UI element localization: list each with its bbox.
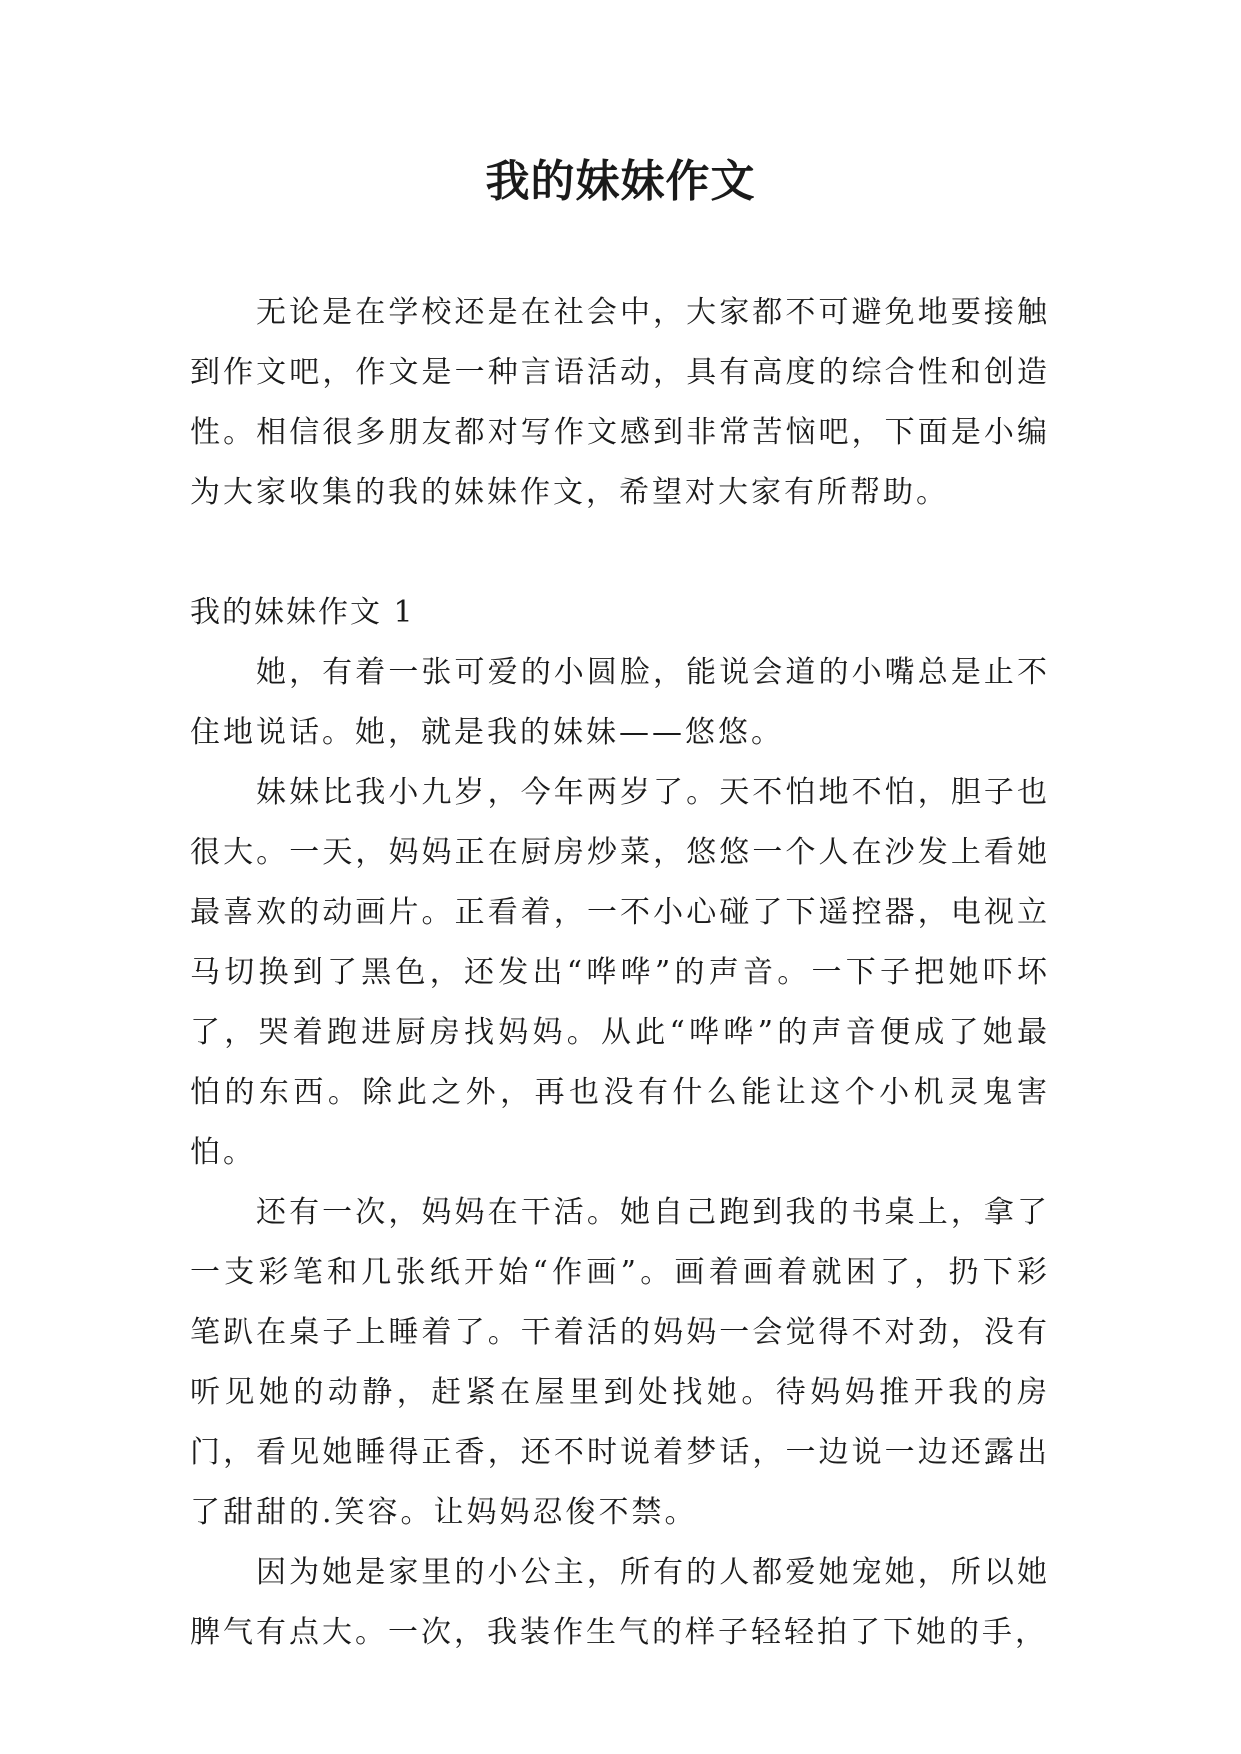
document-body	[190, 283, 1050, 1663]
body-paragraph: 还有一次，妈妈在干活。她自己跑到我的书桌上，拿了一支彩笔和几张纸开始“作画”。画着画着就困了，扔下彩笔趴在桌子上睡着了。干着活的妈妈一会觉得不对劲，没有听见她的动静，赶紧在屋里到处找她。待妈妈推开我的房门，看见她睡得正香，还不时说着梦话，一边说一边还露出了甜甜的.笑容。让妈妈忍俊不禁。	[190, 1195, 1050, 1530]
intro-paragraph: 无论是在学校还是在社会中，大家都不可避免地要接触到作文吧，作文是一种言语活动，具有高度的综合性和创造性。相信很多朋友都对写作文感到非常苦恼吧，下面是小编为大家收集的我的妹妹作文，希望对大家有所帮助。	[190, 295, 1050, 510]
document-title: 我的妹妹作文	[485, 156, 756, 207]
body-paragraph: 妹妹比我小九岁，今年两岁了。天不怕地不怕，胆子也很大。一天，妈妈正在厨房炒菜，悠悠一个人在沙发上看她最喜欢的动画片。正看着，一不小心碰了下遥控器，电视立马切换到了黑色，还发出“哗哗”的声音。一下子把她吓坏了，哭着跑进厨房找妈妈。从此“哗哗”的声音便成了她最怕的东西。除此之外，再也没有什么能让这个小机灵鬼害怕。	[190, 775, 1050, 1170]
section-heading: 我的妹妹作文 1	[190, 595, 415, 630]
body-paragraph: 因为她是家里的小公主，所有的人都爱她宠她，所以她脾气有点大。一次，我装作生气的样子轻轻拍了下她的手，	[190, 1555, 1050, 1650]
body-paragraph: 她，有着一张可爱的小圆脸，能说会道的小嘴总是止不住地说话。她，就是我的妹妹——悠悠。	[190, 655, 1050, 750]
